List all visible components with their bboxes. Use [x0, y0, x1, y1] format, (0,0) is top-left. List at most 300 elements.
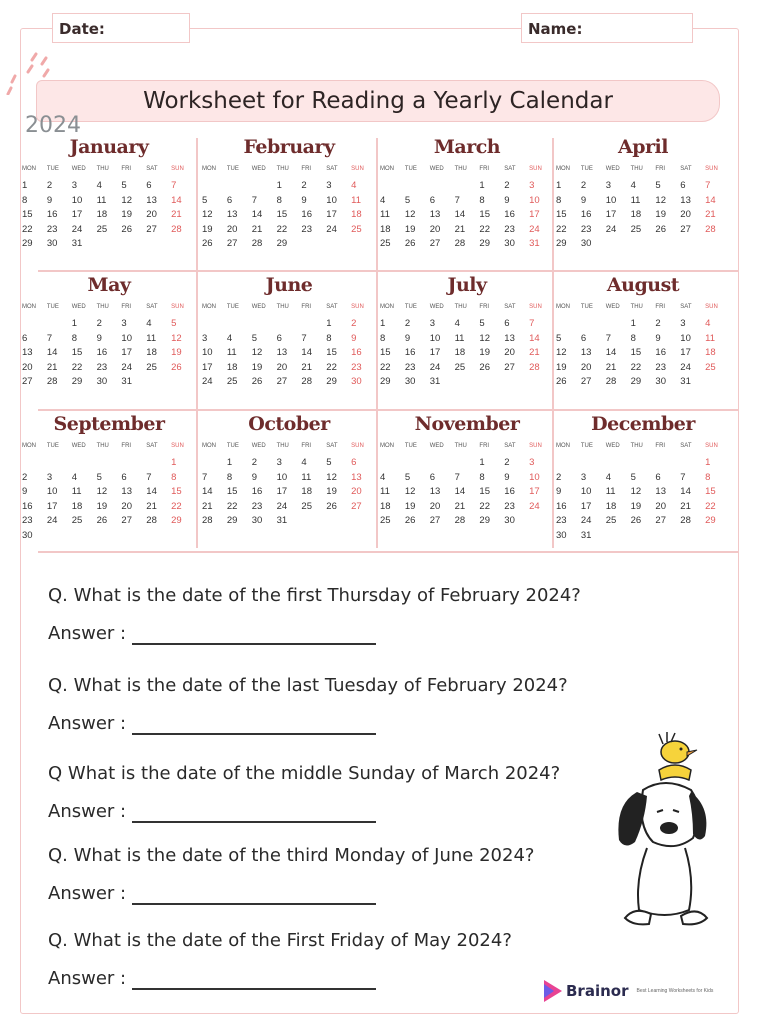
day-cell: 30: [351, 376, 362, 387]
day-cell: 14: [46, 347, 58, 358]
day-cell: 24: [529, 500, 540, 512]
day-cell: 22: [479, 223, 490, 235]
empty-day-cell: [430, 180, 455, 195]
weekday-label: MON: [202, 166, 216, 172]
weekday-label: FRI: [301, 166, 312, 172]
weekday-label: FRI: [479, 166, 490, 172]
day-cell: 8: [276, 194, 282, 206]
day-cell: 23: [504, 223, 515, 235]
day-cell: 26: [556, 376, 567, 387]
weekday-label: WED: [605, 443, 620, 449]
empty-day-cell: [380, 457, 405, 472]
day-cell: 21: [680, 500, 691, 512]
day-cell: 7: [705, 180, 711, 191]
day-grid: [22, 180, 196, 253]
day-cell: 18: [146, 347, 157, 358]
weekday-label: WED: [71, 166, 86, 172]
day-cell: 26: [326, 500, 337, 512]
day-cell: 22: [326, 361, 337, 373]
day-cell: 11: [380, 486, 390, 497]
day-cell: 29: [71, 376, 83, 387]
day-cell: 28: [605, 376, 617, 387]
day-cell: 6: [226, 194, 233, 206]
day-cell: 18: [380, 500, 391, 512]
day-cell: 18: [380, 223, 391, 235]
day-cell: 26: [121, 223, 132, 235]
day-cell: 1: [171, 457, 177, 468]
day-cell: 28: [454, 515, 466, 526]
weekday-label: SAT: [146, 166, 158, 172]
day-cell: 7: [680, 471, 686, 483]
month-name: April: [618, 136, 668, 158]
answer-blank-line[interactable]: [132, 988, 376, 990]
weekday-label: MON: [380, 166, 394, 172]
day-cell: 16: [46, 209, 58, 220]
day-cell: 9: [556, 486, 562, 497]
weekday-label: THU: [454, 304, 467, 310]
month-october: [202, 413, 376, 530]
day-cell: 20: [680, 209, 691, 220]
day-grid: [202, 318, 376, 391]
day-cell: 19: [630, 500, 642, 512]
day-cell: 5: [202, 194, 208, 206]
weekday-label: TUE: [580, 166, 593, 172]
day-cell: 26: [655, 223, 666, 235]
day-cell: 16: [251, 486, 263, 497]
weekday-label: TUE: [46, 166, 59, 172]
day-cell: 31: [429, 376, 441, 387]
day-cell: 17: [46, 500, 58, 512]
date-field[interactable]: [52, 13, 190, 43]
empty-day-cell: [405, 457, 430, 472]
weekday-label: FRI: [301, 304, 312, 310]
question-2: Q. What is the date of the last Tuesday of February 2024?: [48, 675, 568, 696]
day-cell: 17: [71, 209, 83, 220]
weekday-label: SUN: [529, 443, 542, 449]
day-cell: 27: [22, 376, 33, 387]
empty-day-cell: [301, 318, 326, 333]
day-cell: 25: [301, 500, 312, 512]
row-divider: [38, 270, 738, 272]
day-cell: 10: [580, 486, 592, 497]
day-cell: 8: [326, 332, 332, 344]
day-cell: 1: [226, 457, 233, 468]
answer-label: Answer :: [48, 883, 127, 904]
day-cell: 15: [171, 486, 182, 497]
weekday-label: SAT: [146, 304, 158, 310]
day-cell: 27: [655, 515, 666, 526]
day-cell: 17: [202, 361, 213, 373]
day-cell: 26: [404, 515, 416, 526]
day-cell: 8: [22, 194, 28, 206]
weekday-label: MON: [556, 166, 570, 172]
day-cell: 11: [96, 194, 107, 206]
row-divider: [38, 409, 738, 411]
row-divider: [38, 551, 738, 553]
weekday-label: SAT: [680, 443, 692, 449]
empty-day-cell: [227, 180, 252, 195]
day-cell: 14: [301, 347, 312, 358]
answer-label: Answer :: [48, 713, 127, 734]
empty-day-cell: [22, 457, 47, 472]
day-cell: 29: [556, 238, 567, 249]
day-cell: 16: [556, 500, 567, 512]
day-cell: 25: [380, 238, 391, 249]
day-cell: 31: [680, 376, 691, 387]
day-cell: 25: [605, 515, 617, 526]
weekday-header: [22, 166, 196, 180]
worksheet-title: Worksheet for Reading a Yearly Calendar: [143, 88, 613, 114]
day-grid: [22, 318, 196, 391]
day-cell: 16: [22, 500, 33, 512]
day-cell: 10: [605, 194, 617, 206]
day-cell: 2: [655, 318, 661, 329]
day-cell: 20: [146, 209, 157, 220]
day-cell: 26: [479, 361, 490, 373]
day-cell: 16: [351, 347, 362, 358]
day-cell: 24: [680, 361, 691, 373]
day-cell: 5: [251, 332, 257, 344]
day-cell: 12: [655, 194, 666, 206]
day-cell: 17: [276, 486, 288, 497]
day-cell: 27: [680, 223, 691, 235]
day-grid: [380, 180, 554, 253]
day-cell: 28: [202, 515, 213, 526]
empty-day-cell: [47, 457, 72, 472]
weekday-label: FRI: [655, 443, 666, 449]
day-cell: 25: [146, 361, 157, 373]
day-cell: 23: [22, 515, 33, 526]
day-cell: 7: [171, 180, 177, 191]
day-cell: 21: [46, 361, 58, 373]
day-cell: 4: [380, 194, 386, 206]
empty-day-cell: [202, 457, 227, 472]
weekday-label: WED: [605, 166, 620, 172]
weekday-label: THU: [630, 304, 643, 310]
day-cell: 17: [680, 347, 691, 358]
weekday-label: TUE: [46, 443, 59, 449]
weekday-label: THU: [630, 166, 643, 172]
month-name: June: [265, 274, 313, 296]
day-cell: 11: [71, 486, 82, 497]
day-cell: 1: [705, 457, 711, 468]
day-cell: 7: [251, 194, 257, 206]
weekday-label: MON: [380, 304, 394, 310]
day-cell: 18: [705, 347, 716, 358]
day-cell: 6: [655, 471, 661, 483]
day-cell: 16: [301, 209, 312, 220]
day-cell: 3: [680, 318, 686, 329]
month-july: [380, 274, 554, 391]
day-cell: 28: [454, 238, 466, 249]
weekday-label: WED: [605, 304, 620, 310]
day-cell: 2: [351, 318, 357, 329]
day-cell: 22: [71, 361, 83, 373]
day-cell: 4: [705, 318, 711, 329]
day-cell: 9: [655, 332, 661, 344]
day-cell: 21: [251, 223, 263, 235]
day-cell: 28: [529, 361, 540, 373]
day-cell: 20: [580, 361, 592, 373]
month-name: September: [53, 413, 165, 435]
day-cell: 19: [479, 347, 490, 358]
month-june: [202, 274, 376, 391]
day-cell: 5: [655, 180, 661, 191]
day-cell: 18: [454, 347, 466, 358]
weekday-label: THU: [96, 166, 109, 172]
day-cell: 7: [529, 318, 535, 329]
day-cell: 2: [22, 471, 28, 483]
weekday-label: SAT: [680, 166, 692, 172]
day-cell: 10: [71, 194, 83, 206]
brainor-logo: [544, 980, 713, 1002]
weekday-label: FRI: [655, 304, 666, 310]
day-cell: 8: [71, 332, 77, 344]
answer-label: Answer :: [48, 623, 127, 644]
day-cell: 30: [580, 238, 592, 249]
day-cell: 16: [504, 209, 515, 220]
day-cell: 26: [202, 238, 213, 249]
day-cell: 3: [429, 318, 435, 329]
day-cell: 19: [121, 209, 132, 220]
day-cell: 7: [454, 471, 460, 483]
day-cell: 11: [630, 194, 641, 206]
day-cell: 16: [504, 486, 515, 497]
weekday-label: SAT: [326, 443, 338, 449]
day-cell: 7: [301, 332, 307, 344]
empty-day-cell: [252, 180, 277, 195]
day-cell: 7: [202, 471, 208, 483]
month-name: August: [606, 274, 680, 296]
day-grid: [556, 318, 730, 391]
weekday-label: TUE: [580, 443, 593, 449]
day-cell: 2: [504, 180, 510, 191]
day-cell: 10: [202, 347, 213, 358]
day-cell: 1: [326, 318, 332, 329]
month-september: [22, 413, 196, 544]
day-cell: 4: [454, 318, 460, 329]
day-cell: 24: [605, 223, 617, 235]
day-cell: 13: [504, 332, 515, 344]
weekday-label: WED: [251, 166, 266, 172]
day-cell: 3: [326, 180, 332, 191]
empty-day-cell: [380, 180, 405, 195]
name-field[interactable]: [521, 13, 693, 43]
day-cell: 30: [22, 529, 33, 541]
day-cell: 1: [556, 180, 562, 191]
day-cell: 8: [380, 332, 386, 344]
empty-day-cell: [680, 457, 705, 472]
day-cell: 11: [605, 486, 616, 497]
day-cell: 13: [22, 347, 33, 358]
day-cell: 24: [121, 361, 132, 373]
day-cell: 1: [630, 318, 636, 329]
day-cell: 2: [504, 457, 510, 468]
answer-blank-line[interactable]: [132, 643, 376, 645]
weekday-header: [202, 166, 376, 180]
day-cell: 2: [404, 318, 411, 329]
day-grid: [380, 457, 554, 530]
weekday-label: THU: [276, 443, 289, 449]
answer-label: Answer :: [48, 968, 127, 989]
day-cell: 27: [146, 223, 157, 235]
empty-day-cell: [606, 457, 631, 472]
weekday-label: TUE: [46, 304, 59, 310]
day-cell: 20: [226, 223, 238, 235]
day-cell: 23: [404, 361, 416, 373]
month-name: February: [243, 136, 335, 158]
empty-day-cell: [277, 318, 302, 333]
day-cell: 29: [380, 376, 391, 387]
day-cell: 17: [326, 209, 337, 220]
day-cell: 4: [226, 332, 233, 344]
brand-tagline: Best Learning Worksheets for Kids: [636, 988, 714, 994]
day-cell: 15: [380, 347, 391, 358]
weekday-header: [380, 304, 554, 318]
answer-blank-line[interactable]: [132, 821, 376, 823]
day-cell: 12: [326, 471, 337, 483]
weekday-label: THU: [96, 443, 109, 449]
day-cell: 6: [146, 180, 152, 191]
day-grid: [556, 457, 730, 544]
weekday-label: FRI: [121, 304, 132, 310]
day-cell: 4: [146, 318, 152, 329]
day-cell: 21: [454, 223, 466, 235]
weekday-label: WED: [429, 166, 444, 172]
empty-day-cell: [455, 457, 480, 472]
day-cell: 23: [46, 223, 58, 235]
day-cell: 27: [429, 238, 441, 249]
day-cell: 3: [529, 180, 535, 191]
weekday-label: SUN: [171, 304, 184, 310]
weekday-label: SUN: [351, 443, 364, 449]
day-cell: 18: [226, 361, 238, 373]
day-cell: 28: [251, 238, 263, 249]
day-cell: 4: [301, 457, 307, 468]
day-cell: 10: [680, 332, 691, 344]
weekday-header: [22, 304, 196, 318]
day-cell: 28: [146, 515, 157, 526]
empty-day-cell: [556, 318, 581, 333]
day-cell: 19: [251, 361, 263, 373]
day-cell: 13: [655, 486, 666, 497]
answer-blank-line[interactable]: [132, 733, 376, 735]
day-cell: 16: [655, 347, 666, 358]
day-cell: 10: [429, 332, 441, 344]
empty-day-cell: [655, 457, 680, 472]
day-cell: 15: [479, 209, 490, 220]
weekday-label: THU: [630, 443, 643, 449]
day-cell: 31: [276, 515, 288, 526]
day-cell: 21: [454, 500, 466, 512]
day-cell: 30: [655, 376, 666, 387]
day-cell: 30: [556, 529, 567, 541]
day-cell: 13: [146, 194, 157, 206]
day-cell: 9: [351, 332, 357, 344]
day-cell: 5: [326, 457, 332, 468]
answer-blank-line[interactable]: [132, 903, 376, 905]
day-cell: 5: [404, 194, 411, 206]
day-cell: 7: [605, 332, 611, 344]
day-cell: 9: [580, 194, 587, 206]
empty-day-cell: [121, 457, 146, 472]
day-cell: 12: [404, 209, 416, 220]
day-cell: 13: [580, 347, 592, 358]
month-november: [380, 413, 554, 530]
day-cell: 9: [504, 194, 510, 206]
day-cell: 21: [301, 361, 312, 373]
day-cell: 6: [121, 471, 127, 483]
day-cell: 20: [22, 361, 33, 373]
day-cell: 23: [96, 361, 108, 373]
empty-day-cell: [97, 457, 122, 472]
day-cell: 27: [121, 515, 132, 526]
day-cell: 23: [351, 361, 362, 373]
day-cell: 17: [580, 500, 592, 512]
day-cell: 20: [351, 486, 362, 497]
day-cell: 9: [22, 486, 28, 497]
day-cell: 28: [46, 376, 58, 387]
day-cell: 27: [580, 376, 592, 387]
weekday-label: SUN: [171, 166, 184, 172]
day-cell: 15: [556, 209, 567, 220]
weekday-label: TUE: [580, 304, 593, 310]
weekday-label: TUE: [404, 443, 417, 449]
day-grid: [202, 180, 376, 253]
empty-day-cell: [202, 318, 227, 333]
weekday-header: [556, 443, 730, 457]
day-cell: 5: [171, 318, 177, 329]
weekday-header: [380, 166, 554, 180]
column-divider: [376, 138, 378, 548]
day-cell: 17: [529, 209, 540, 220]
day-cell: 31: [580, 529, 592, 541]
day-cell: 22: [630, 361, 642, 373]
weekday-label: WED: [251, 443, 266, 449]
day-cell: 27: [429, 515, 441, 526]
weekday-label: MON: [202, 443, 216, 449]
day-cell: 3: [605, 180, 611, 191]
day-cell: 15: [22, 209, 33, 220]
day-cell: 30: [504, 515, 515, 526]
month-march: [380, 136, 554, 253]
month-december: [556, 413, 730, 544]
day-cell: 19: [171, 347, 182, 358]
day-cell: 22: [380, 361, 391, 373]
weekday-label: THU: [276, 166, 289, 172]
day-cell: 13: [121, 486, 132, 497]
day-cell: 15: [705, 486, 716, 497]
day-cell: 12: [404, 486, 416, 497]
day-cell: 5: [96, 471, 102, 483]
weekday-label: WED: [71, 304, 86, 310]
day-cell: 10: [276, 471, 288, 483]
weekday-label: MON: [22, 166, 36, 172]
day-cell: 13: [226, 209, 238, 220]
day-cell: 19: [556, 361, 567, 373]
year-label: 2024: [25, 113, 81, 138]
day-cell: 16: [404, 347, 416, 358]
weekday-label: TUE: [226, 166, 239, 172]
worksheet-title-banner: [36, 80, 720, 122]
day-cell: 23: [655, 361, 666, 373]
day-cell: 14: [146, 486, 157, 497]
day-cell: 11: [146, 332, 157, 344]
column-divider: [196, 138, 198, 548]
day-cell: 10: [326, 194, 337, 206]
day-cell: 1: [276, 180, 282, 191]
day-cell: 14: [605, 347, 617, 358]
